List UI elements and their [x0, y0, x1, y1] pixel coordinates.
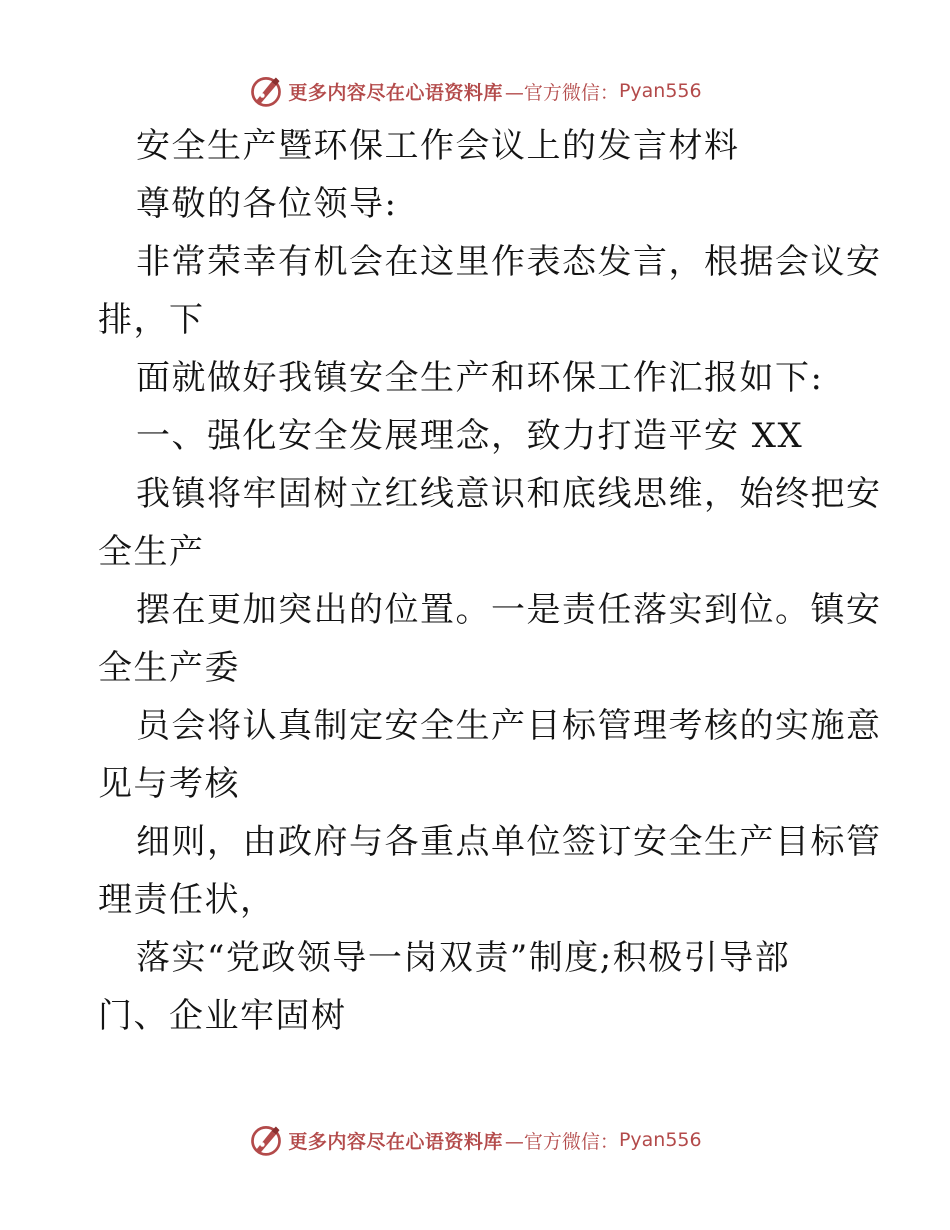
doc-line: 全生产: [98, 532, 205, 572]
watermark-text: 更多内容尽在心语资料库: [288, 81, 503, 104]
doc-title: 安全生产暨环保工作会议上的发言材料: [136, 126, 740, 166]
doc-line: 面就做好我镇安全生产和环保工作汇报如下:: [136, 358, 824, 398]
doc-line: 见与考核: [98, 764, 240, 804]
watermark-banner-top: [0, 69, 950, 113]
pen-seal-logo-icon: [248, 73, 284, 109]
doc-line: 我镇将牢固树立红线意识和底线思维，始终把安: [136, 474, 882, 514]
doc-line: 非常荣幸有机会在这里作表态发言，根据会议安: [136, 242, 882, 282]
doc-line: 落实“党政领导一岗双责”制度;积极引导部: [136, 938, 791, 978]
watermark-id: Pyan556: [618, 80, 702, 102]
doc-line: 员会将认真制定安全生产目标管理考核的实施意: [136, 706, 882, 746]
doc-line: 门、企业牢固树: [98, 996, 347, 1036]
doc-line: 尊敬的各位领导:: [136, 184, 398, 224]
doc-line: 摆在更加突出的位置。一是责任落实到位。镇安: [136, 590, 882, 630]
watermark-banner-bottom: [0, 1118, 950, 1162]
doc-line: 排，下: [98, 300, 205, 340]
watermark-text: 更多内容尽在心语资料库: [288, 1130, 503, 1153]
doc-line: 细则，由政府与各重点单位签订安全生产目标管: [136, 822, 882, 862]
doc-line: 一、强化安全发展理念，致力打造平安 XX: [136, 416, 804, 456]
doc-line: 理责任状，: [98, 880, 276, 920]
watermark-separator: —官方微信：: [504, 1130, 619, 1153]
pen-seal-logo-icon: [248, 1122, 284, 1158]
doc-line: 全生产委: [98, 648, 240, 688]
watermark-id: Pyan556: [618, 1129, 702, 1151]
watermark-separator: —官方微信：: [504, 81, 619, 104]
